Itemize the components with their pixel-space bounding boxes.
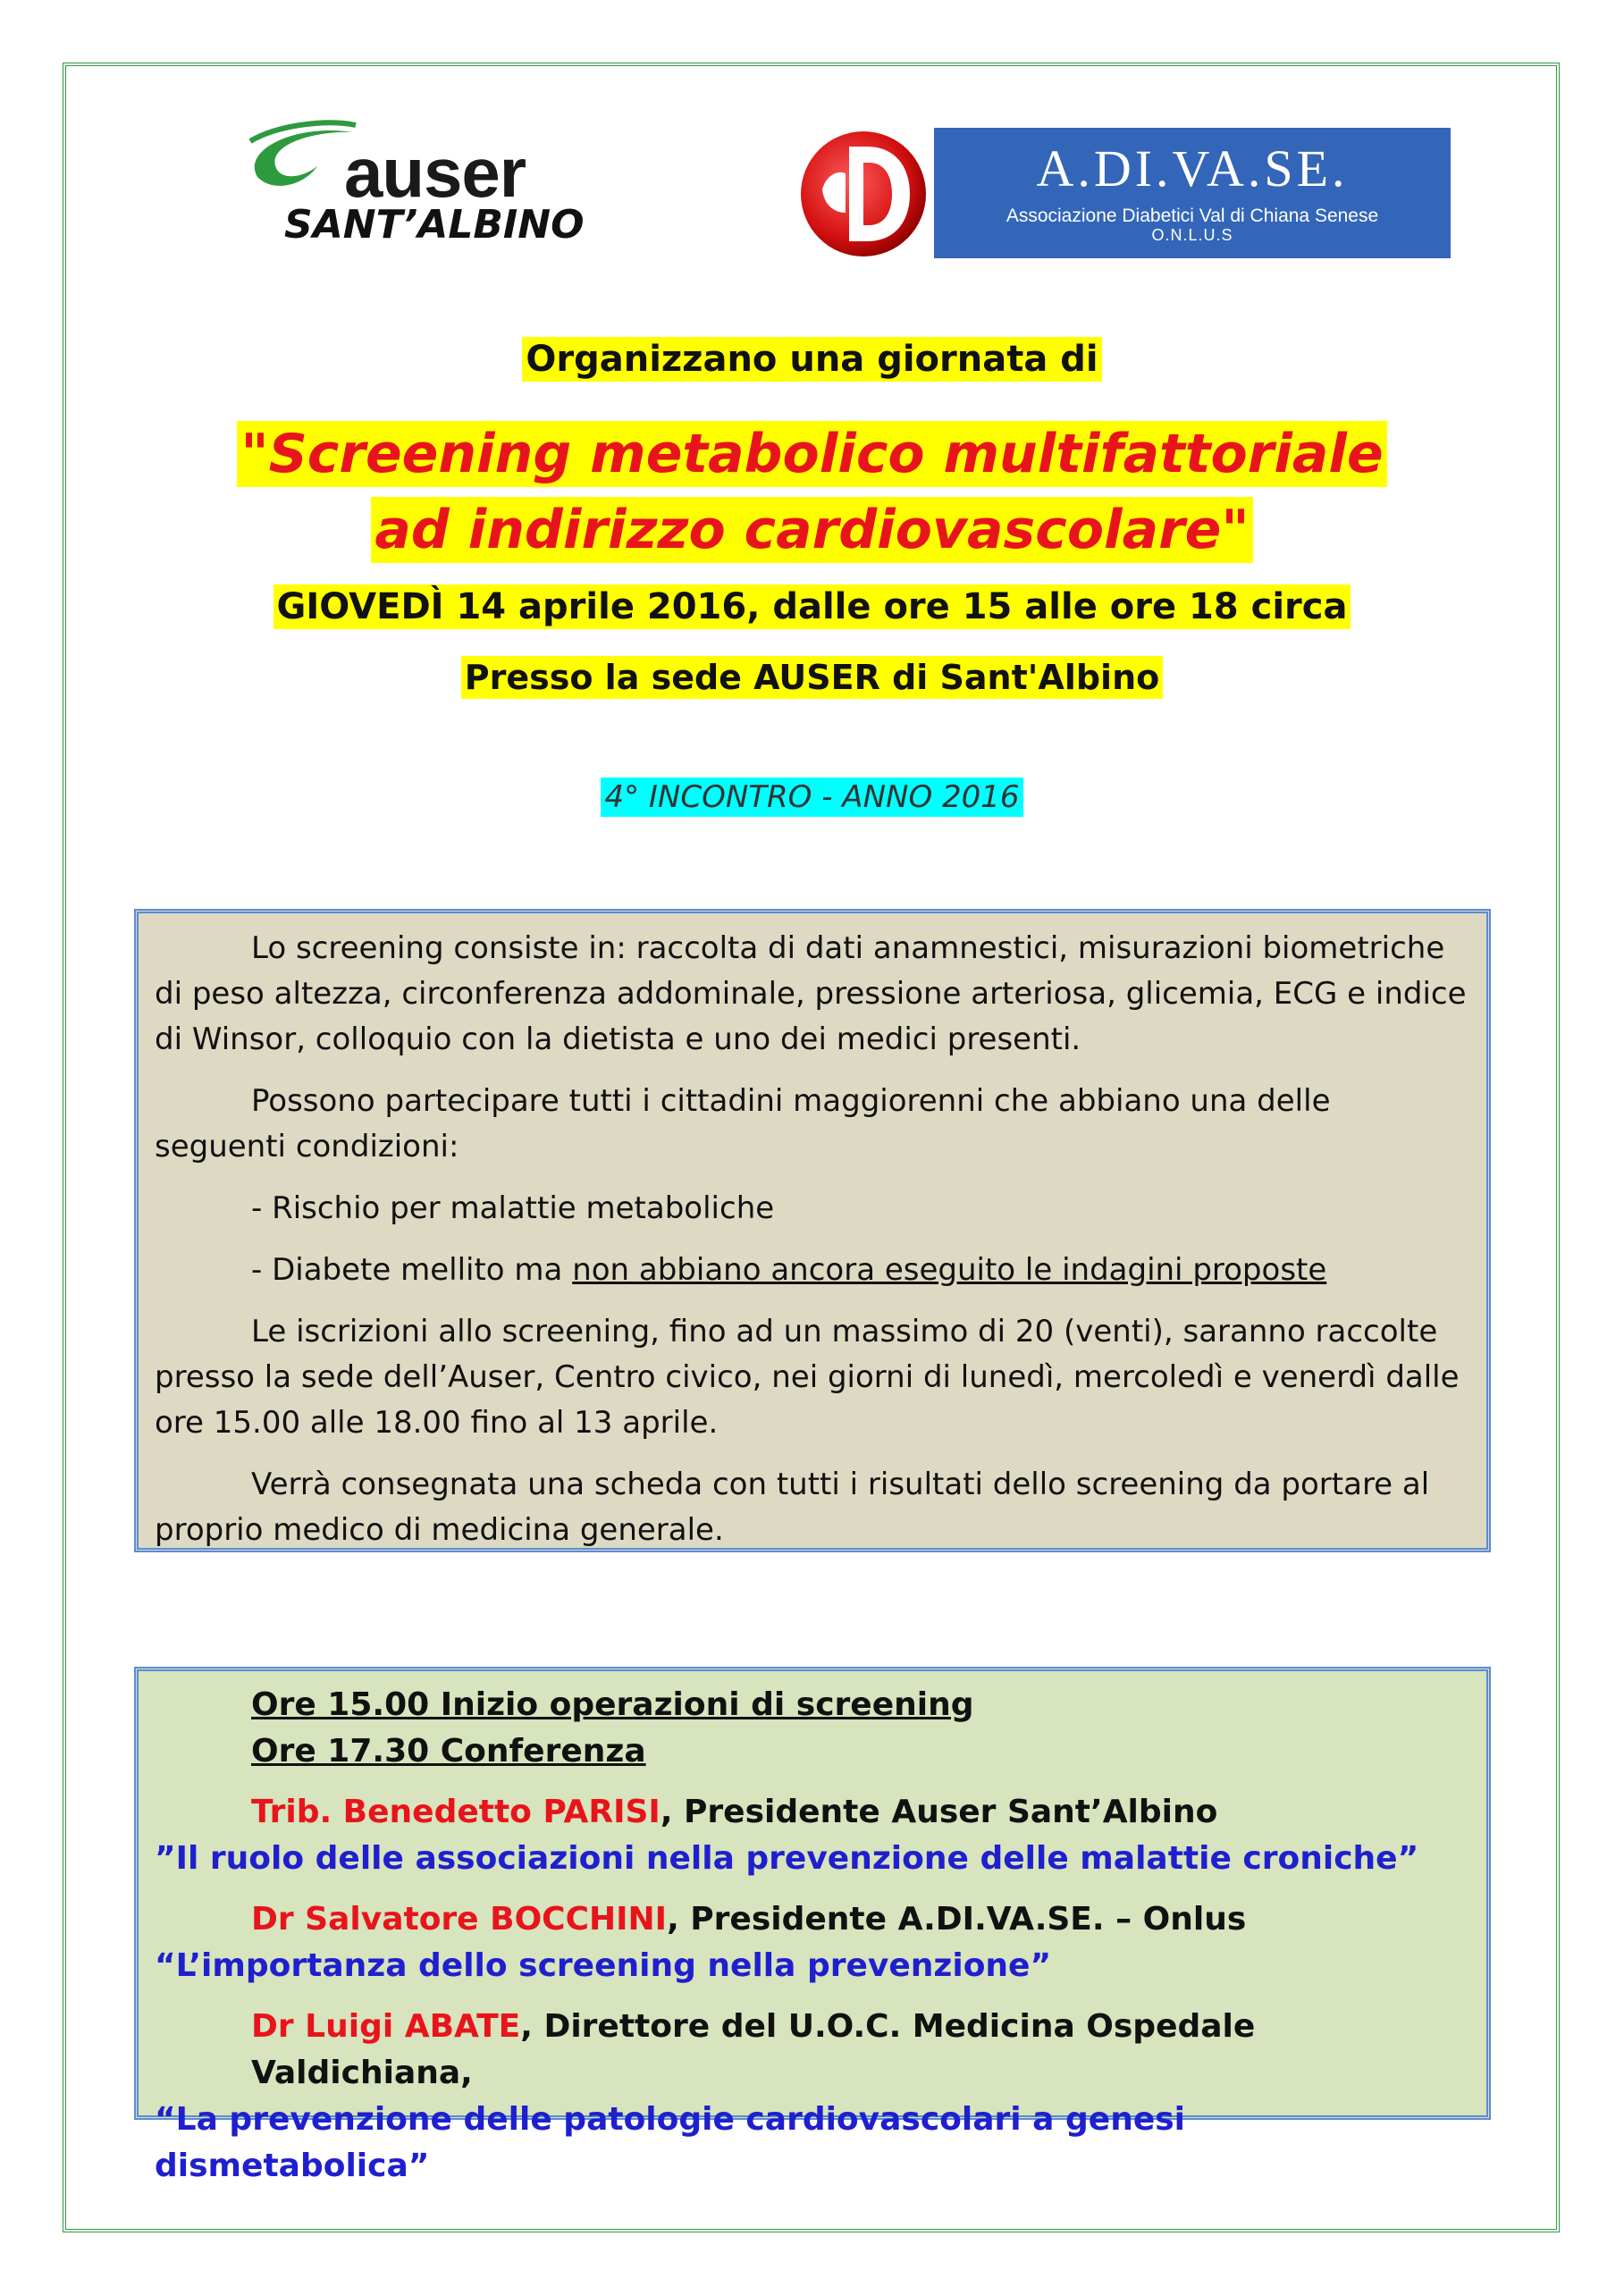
description-paragraph: Possono partecipare tutti i cittadini maggiorenni che abbiano una delle seguenti condizioni: (155, 1083, 1331, 1164)
event-date: GIOVEDÌ 14 aprile 2016, dalle ore 15 alle ore 18 circa (0, 583, 1624, 631)
speaker-name: Dr Luigi ABATE (251, 2008, 521, 2045)
event-incontro: 4° INCONTRO - ANNO 2016 (0, 776, 1624, 819)
event-title-line2: ad indirizzo cardiovascolare" (0, 492, 1624, 567)
talk-title: ”Il ruolo delle associazioni nella prevenzione delle malattie croniche” (155, 1840, 1419, 1877)
auser-swoosh-icon (241, 114, 358, 195)
adivase-logo (934, 128, 1451, 258)
adivase-title: A.DI.VA.SE. (1036, 139, 1349, 198)
description-paragraph: Verrà consegnata una scheda con tutti i risultati dello screening da portare al proprio medico di medicina generale. (155, 1467, 1430, 1548)
speaker-name: Trib. Benedetto PARISI (251, 1794, 661, 1830)
schedule-time: Ore 17.30 Conferenza (251, 1733, 646, 1770)
condition-item: - Rischio per malattie metaboliche (251, 1190, 775, 1226)
program-box (134, 1667, 1491, 2184)
adivase-subtitle: Associazione Diabetici Val di Chiana Senese (1006, 206, 1379, 226)
organizzano-heading: Organizzano una giornata di (0, 335, 1624, 383)
speaker-role: , Presidente A.DI.VA.SE. – Onlus (667, 1901, 1247, 1938)
schedule (155, 1682, 1468, 1775)
speaker-role: , Presidente Auser Sant’Albino (660, 1794, 1218, 1830)
talk-title: “L’importanza dello screening nella prevenzione” (155, 1947, 1052, 1984)
schedule-time: Ore 15.00 Inizio operazioni di screening (251, 1686, 974, 1723)
speaker-role: , Direttore del U.O.C. Medicina Ospedale Valdichiana, (251, 2008, 1256, 2091)
speaker-name: Dr Salvatore BOCCHINI (251, 1901, 668, 1938)
event-place: Presso la sede AUSER di Sant'Albino (0, 654, 1624, 701)
condition-item: - Diabete mellito ma non abbiano ancora eseguito le indagini proposte (251, 1252, 1327, 1288)
event-title-line1: "Screening metabolico multifattoriale (0, 416, 1624, 492)
auser-subtitle: SANT’ALBINO (284, 202, 585, 248)
description-paragraph: Lo screening consiste in: raccolta di dati anamnestici, misurazioni biometriche di peso altezza, circonferenza addominale, pressione arteriosa, glicemia, ECG e indice di Winsor, colloquio con la dietista e uno dei medici presenti. (155, 930, 1467, 1057)
adivase-onlus: O.N.L.U.S (1151, 226, 1233, 244)
speaker-entry (155, 1896, 1468, 1943)
speaker-entry (155, 1789, 1468, 1836)
description-paragraph: Le iscrizioni allo screening, fino ad un massimo di 20 (venti), saranno raccolte presso la sede dell’Auser, Centro civico, nei giorni di lunedì, mercoledì e venerdì dalle ore 15.00 alle 18.00 fino al 13 aprile. (155, 1314, 1460, 1441)
talk-title: “La prevenzione delle patologie cardiovascolari a genesi dismetabolica” (155, 2101, 1186, 2184)
description-box (134, 909, 1491, 1552)
auser-logo (241, 114, 652, 257)
speaker-entry (155, 2004, 1468, 2097)
adivase-emblem-icon (795, 127, 931, 261)
auser-wordmark: auser (344, 133, 526, 212)
